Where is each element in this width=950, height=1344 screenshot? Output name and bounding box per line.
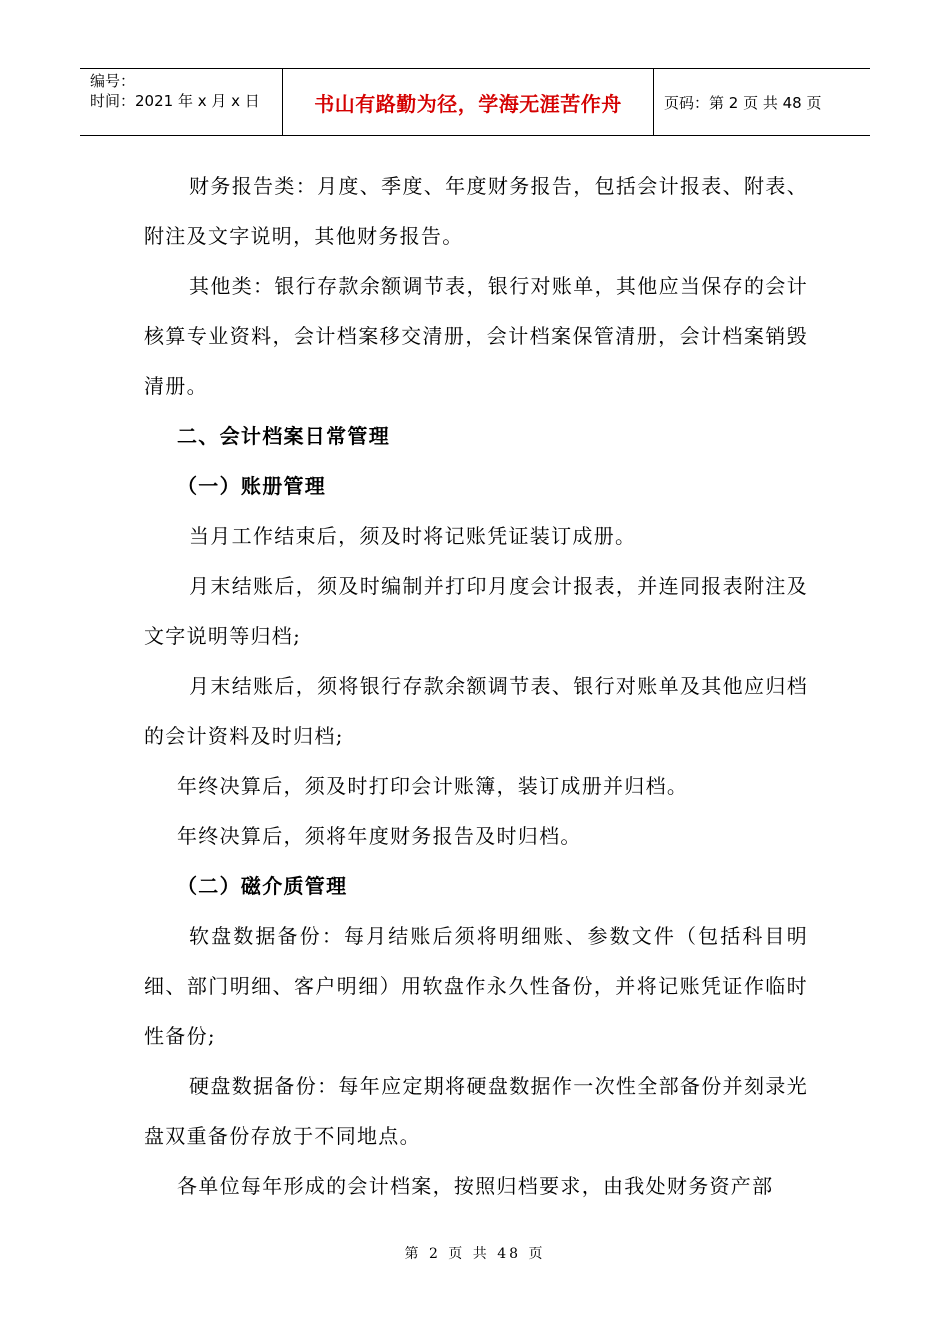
paragraph-monthly-reports: 月末结账后，须及时编制并打印月度会计报表，并连同报表附注及文字说明等归档; bbox=[144, 574, 808, 648]
paragraph-hard-disk-backup: 硬盘数据备份：每年应定期将硬盘数据作一次性全部备份并刻录光盘双重备份存放于不同地点。 bbox=[144, 1074, 808, 1148]
page-footer: 第 2 页 共 48 页 bbox=[404, 1246, 546, 1262]
header-motto: 书山有路勤为径，学海无涯苦作舟 bbox=[283, 69, 654, 135]
document-body bbox=[144, 161, 808, 1211]
page-header bbox=[80, 68, 870, 136]
paragraph-floppy-backup: 软盘数据备份：每月结账后须将明细账、参数文件（包括科目明细、部门明细、客户明细）用软盘作永久性备份，并将记账凭证作临时性备份; bbox=[144, 924, 808, 1048]
header-page-info: 页码：第 2 页 共 48 页 bbox=[664, 93, 822, 112]
section-heading-daily-management: 二、会计档案日常管理 bbox=[177, 424, 390, 448]
paragraph-year-end-reports: 年终决算后，须将年度财务报告及时归档。 bbox=[177, 824, 582, 848]
paragraph-annual-archives: 各单位每年形成的会计档案，按照归档要求，由我处财务资产部 bbox=[177, 1174, 774, 1198]
paragraph-monthly-vouchers: 当月工作结束后，须及时将记账凭证装订成册。 bbox=[189, 524, 637, 548]
document-date-label: 时间：2021 年 x 月 x 日 bbox=[90, 92, 260, 110]
paragraph-year-end-ledgers: 年终决算后，须及时打印会计账簿，装订成册并归档。 bbox=[177, 774, 689, 798]
paragraph-financial-reports: 财务报告类：月度、季度、年度财务报告，包括会计报表、附表、附注及文字说明，其他财务报告。 bbox=[144, 174, 808, 248]
header-meta bbox=[80, 69, 283, 135]
paragraph-bank-reconciliation: 月末结账后，须将银行存款余额调节表、银行对账单及其他应归档的会计资料及时归档; bbox=[144, 674, 808, 748]
document-number-label: 编号： bbox=[90, 72, 136, 90]
paragraph-other-types: 其他类：银行存款余额调节表，银行对账单，其他应当保存的会计核算专业资料，会计档案移交清册，会计档案保管清册，会计档案销毁清册。 bbox=[144, 274, 808, 398]
subsection-heading-ledger-management: （一）账册管理 bbox=[177, 474, 327, 498]
subsection-heading-magnetic-media: （二）磁介质管理 bbox=[177, 874, 348, 898]
